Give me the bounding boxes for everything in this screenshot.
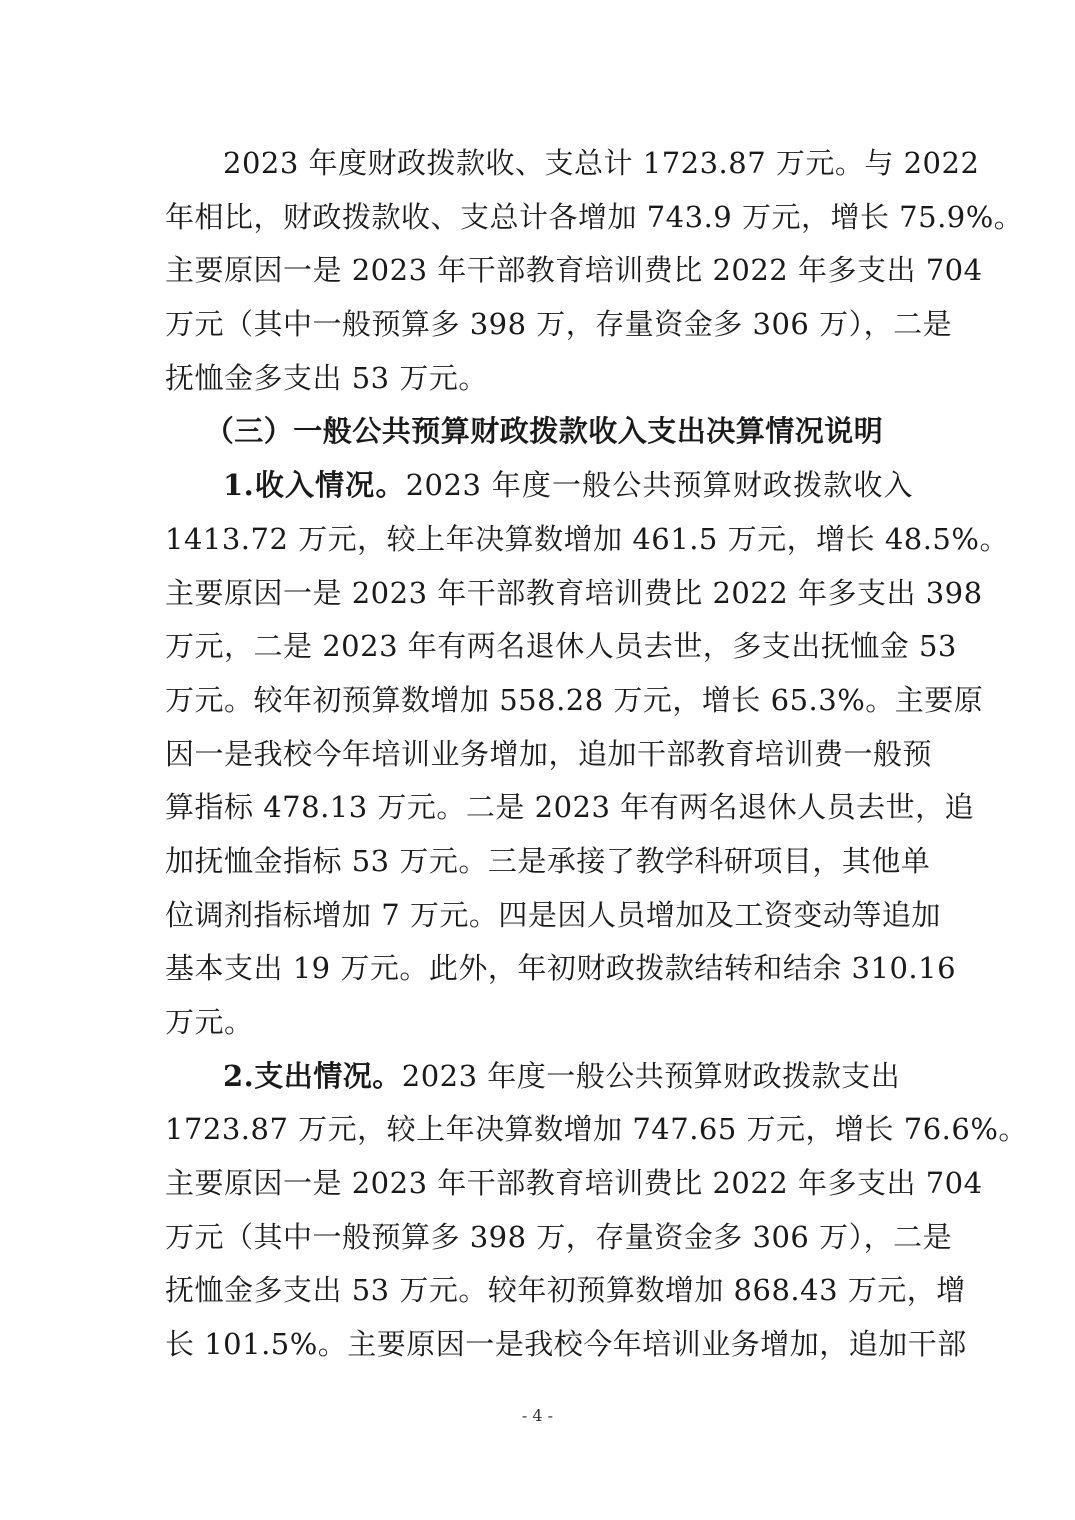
text-line: 万元。: [165, 1005, 254, 1039]
text-line: 万元（其中一般预算多 398 万，存量资金多 306 万），二是: [165, 307, 953, 342]
text-line: 算指标 478.13 万元。二是 2023 年有两名退休人员去世，追: [165, 790, 975, 825]
section-heading: （三）一般公共预算财政拨款收入支出决算情况说明: [204, 414, 884, 449]
paragraph-expenditure: [165, 1050, 1028, 1372]
paragraph-income: [165, 459, 1009, 1050]
expenditure-lead: 2.支出情况。: [223, 1058, 402, 1093]
text-line: 基本支出 19 万元。此外，年初财政拨款结转和结余 310.16: [165, 951, 957, 986]
text-span: 2023 年度一般公共预算财政拨款收入: [405, 468, 913, 503]
text-line: 加抚恤金指标 53 万元。三是承接了教学科研项目，其他单: [165, 843, 931, 878]
text-line: 1413.72 万元，较上年决算数增加 461.5 万元，增长 48.5%。: [165, 521, 1009, 556]
text-line: [165, 1050, 913, 1104]
text-line: 万元，二是 2023 年有两名退休人员去世，多支出抚恤金 53: [165, 629, 957, 664]
text-line: 主要原因一是 2023 年干部教育培训费比 2022 年多支出 704: [165, 1166, 983, 1201]
document-body: [165, 137, 1028, 1372]
paragraph-total-appropriation: [165, 137, 1024, 405]
text-line: 年相比，财政拨款收、支总计各增加 743.9 万元，增长 75.9%。: [165, 199, 1024, 234]
text-line: 2023 年度财政拨款收、支总计 1723.87 万元。与 2022: [223, 146, 980, 180]
text-line: 主要原因一是 2023 年干部教育培训费比 2022 年多支出 398: [165, 575, 983, 610]
text-line: [165, 459, 913, 513]
text-line: 万元。较年初预算数增加 558.28 万元，增长 65.3%。主要原: [165, 682, 984, 717]
text-line: 抚恤金多支出 53 万元。较年初预算数增加 868.43 万元，增: [165, 1273, 966, 1308]
text-line: 抚恤金多支出 53 万元。: [165, 360, 488, 395]
text-line: 因一是我校今年培训业务增加，追加干部教育培训费一般预: [165, 736, 933, 771]
page-number: - 4 -: [521, 1406, 554, 1425]
text-line: 主要原因一是 2023 年干部教育培训费比 2022 年多支出 704: [165, 253, 983, 288]
text-line: 万元（其中一般预算多 398 万，存量资金多 306 万），二是: [165, 1219, 953, 1254]
text-span: 2023 年度一般公共预算财政拨款支出: [401, 1058, 901, 1093]
text-line: 长 101.5%。主要原因一是我校今年培训业务增加，追加干部: [165, 1327, 967, 1362]
text-line: 1723.87 万元，较上年决算数增加 747.65 万元，增长 76.6%。: [165, 1112, 1028, 1147]
text-line: 位调剂指标增加 7 万元。四是因人员增加及工资变动等追加: [165, 897, 941, 932]
income-lead: 1.收入情况。: [223, 468, 406, 503]
